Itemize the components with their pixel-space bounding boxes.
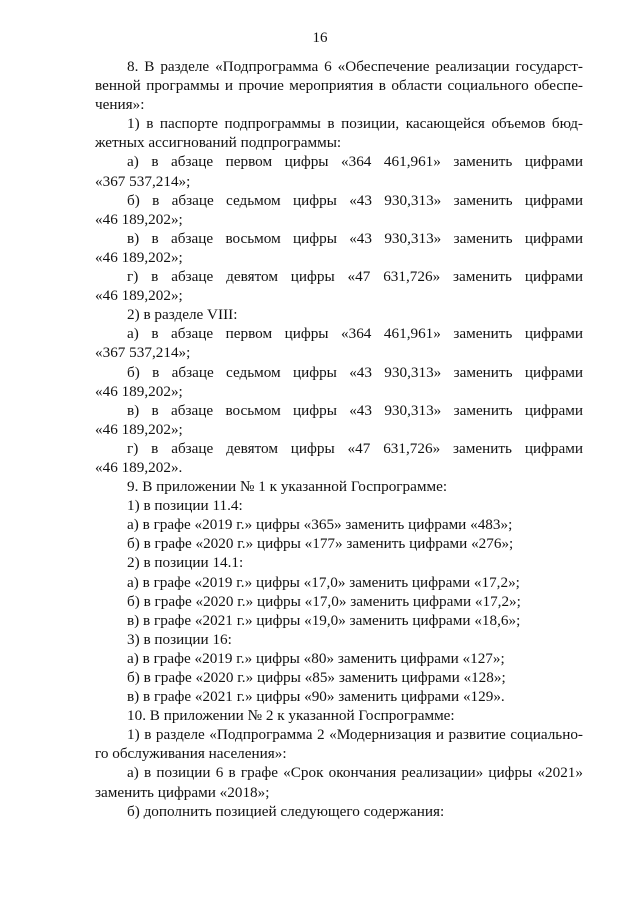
text-line: б) в абзаце седьмом цифры «43 930,313» заменить цифрами (127, 191, 583, 209)
text-line: «46 189,202»; (95, 382, 183, 400)
text-line: г) в абзаце девятом цифры «47 631,726» заменить цифрами (127, 268, 583, 286)
text-line: а) в графе «2019 г.» цифры «80» заменить цифрами «127»; (127, 649, 505, 667)
text-line: г) в абзаце девятом цифры «47 631,726» заменить цифрами (127, 439, 583, 457)
text-line: жетных ассигнований подпрограммы: (95, 134, 342, 152)
text-line: а) в графе «2019 г.» цифры «17,0» заменить цифрами «17,2»; (127, 573, 520, 591)
text-line: «46 189,202»; (95, 287, 183, 305)
text-line: а) в абзаце первом цифры «364 461,961» заменить цифрами (127, 325, 583, 343)
text-line: венной программы и прочие мероприятия в области социального обеспе- (95, 77, 583, 95)
page-number: 16 (312, 30, 328, 46)
text-line: а) в абзаце первом цифры «364 461,961» заменить цифрами (127, 153, 583, 171)
text-line: в) в абзаце восьмом цифры «43 930,313» заменить цифрами (127, 401, 583, 419)
text-line: «46 189,202»; (95, 210, 183, 228)
text-line: го обслуживания населения»: (95, 745, 287, 763)
text-line: в) в графе «2021 г.» цифры «90» заменить цифрами «129». (127, 688, 505, 706)
text-line: «46 189,202». (95, 458, 183, 476)
text-line: 8. В разделе «Подпрограмма 6 «Обеспечение реализации государст- (127, 58, 583, 75)
text-line: б) дополнить позицией следующего содержания: (127, 802, 445, 820)
text-line: б) в графе «2020 г.» цифры «85» заменить цифрами «128»; (127, 669, 506, 686)
text-line: заменить цифрами «2018»; (95, 783, 270, 801)
text-line: 1) в позиции 11.4: (127, 497, 243, 515)
text-line: б) в абзаце седьмом цифры «43 930,313» заменить цифрами (127, 363, 583, 381)
text-line: «367 537,214»; (95, 344, 191, 362)
text-line: 2) в позиции 14.1: (127, 554, 244, 572)
text-line: «46 189,202»; (95, 420, 183, 438)
text-line: 2) в разделе VIII: (127, 306, 238, 324)
text-line: «46 189,202»; (95, 248, 183, 266)
text-line: б) в графе «2020 г.» цифры «17,0» заменить цифрами «17,2»; (127, 592, 521, 610)
text-line: б) в графе «2020 г.» цифры «177» заменить цифрами «276»; (127, 535, 514, 553)
text-line: а) в графе «2019 г.» цифры «365» заменить цифрами «483»; (127, 516, 513, 534)
text-line: 10. В приложении № 2 к указанной Госпрограмме: (127, 707, 455, 725)
text-line: в) в абзаце восьмом цифры «43 930,313» заменить цифрами (127, 229, 583, 247)
document-body (95, 57, 583, 821)
text-line: а) в позиции 6 в графе «Срок окончания реализации» цифры «2021» (127, 764, 583, 782)
text-line: «367 537,214»; (95, 172, 191, 190)
text-line: 1) в паспорте подпрограммы в позиции, касающейся объемов бюд- (127, 115, 583, 133)
text-line: чения»: (95, 96, 145, 114)
text-line: 9. В приложении № 1 к указанной Госпрограмме: (127, 478, 448, 496)
text-line: в) в графе «2021 г.» цифры «19,0» заменить цифрами «18,6»; (127, 611, 521, 629)
text-line: 3) в позиции 16: (127, 630, 232, 648)
text-line: 1) в разделе «Подпрограмма 2 «Модернизация и развитие социально- (127, 726, 583, 744)
